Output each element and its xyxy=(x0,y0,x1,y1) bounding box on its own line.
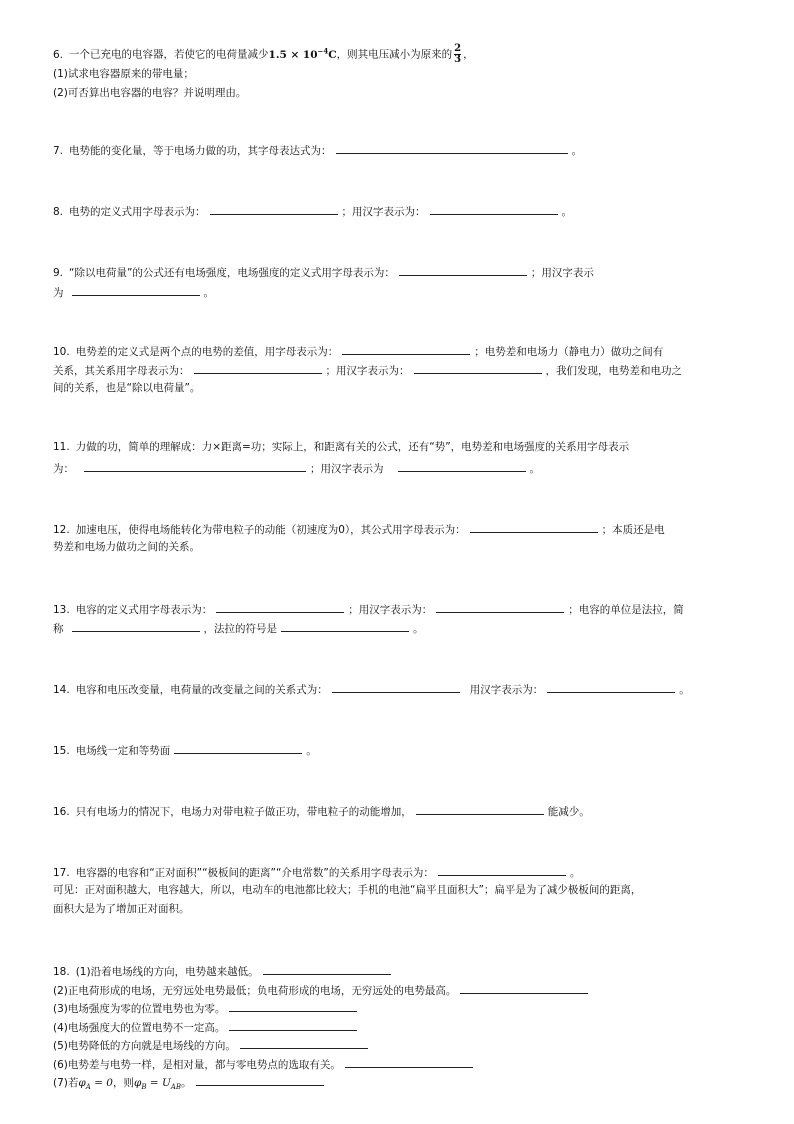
q10-text-b: ；电势差和电场力（静电力）做功之间有 xyxy=(474,346,664,358)
q14-text-a: 电容和电压改变量，电荷量的改变量之间的关系式为： xyxy=(75,684,328,696)
answer-blank[interactable] xyxy=(72,284,200,296)
q6-text-b: ，则其电压减小为原来的 xyxy=(336,48,453,61)
q12-text-a: 加速电压，使得电场能转化为带电粒子的动能（初速度为0），其公式用字母表示为： xyxy=(75,524,466,536)
q18-item-2 xyxy=(53,982,592,998)
q18-item-3 xyxy=(53,1000,361,1016)
question-10-line3: 间的关系，也是“除以电荷量”。 xyxy=(53,382,201,394)
q9-text-a: “除以电荷量”的公式还有电场强度，电场强度的定义式用字母表示为： xyxy=(69,267,395,279)
question-9 xyxy=(53,264,594,280)
q16-text-b: 能减少。 xyxy=(547,806,590,818)
q10-text-a: 电势差的定义式是两个点的电势的差值，用字母表示为： xyxy=(75,346,339,358)
answer-blank[interactable] xyxy=(281,620,409,632)
answer-blank[interactable] xyxy=(229,1019,357,1031)
q12-text-b: ；本质还是电 xyxy=(601,524,665,536)
answer-blank[interactable] xyxy=(196,1074,324,1086)
q13-text-a: 电容的定义式用字母表示为： xyxy=(75,604,213,616)
answer-blank[interactable] xyxy=(210,203,338,215)
q17-text-a: 电容器的电容和“正对面积”“极板间的距离”“介电常数”的关系用字母表示为： xyxy=(75,867,434,879)
q14-text-b: 用汉字表示为： xyxy=(469,684,544,696)
question-number: 8. xyxy=(53,206,64,218)
q6-text-a: 一个已充电的电容器，若使它的电荷量减少 xyxy=(69,48,269,61)
answer-blank[interactable] xyxy=(263,963,391,975)
q18-statement-4: (4)电场强度大的位置电势不一定高。 xyxy=(53,1022,226,1034)
q6-sub2: (2)可否算出电容器的电容？并说明理由。 xyxy=(53,87,247,99)
q6-charge-value: $1.5 \times 10^{-4}C$ xyxy=(268,46,337,61)
phi-b-equals-uab: $\varphi_B = U_{AB}$ xyxy=(133,1077,181,1092)
answer-blank[interactable] xyxy=(414,362,542,374)
question-number: 6. xyxy=(53,48,64,61)
question-13 xyxy=(53,601,684,617)
answer-blank[interactable] xyxy=(240,1037,368,1049)
answer-blank[interactable] xyxy=(430,203,558,215)
question-number: 16. xyxy=(53,806,70,818)
question-18 xyxy=(53,963,395,979)
question-number: 12. xyxy=(53,524,70,536)
answer-blank[interactable] xyxy=(345,1056,473,1068)
q18-statement-1: (1)沿着电场线的方向，电势越来越低。 xyxy=(75,966,259,978)
answer-blank[interactable] xyxy=(174,742,302,754)
question-15: 15. 电场线一定和等势面 。 xyxy=(53,742,317,758)
answer-blank[interactable] xyxy=(72,620,200,632)
q13-text-c: ；电容的单位是法拉，简 xyxy=(568,604,684,616)
q16-text-a: 只有电场力的情况下，电场力对带电粒子做正功，带电粒子的动能增加， xyxy=(75,806,412,818)
question-number: 10. xyxy=(53,346,70,358)
q18-item-5 xyxy=(53,1037,372,1053)
question-number: 11. xyxy=(53,441,70,453)
answer-blank[interactable] xyxy=(436,601,564,613)
question-17-line2: 可见：正对面积越大，电容越大，所以，电动车的电池都比较大；手机的电池“扁平且面积大”；扁平是为了减少极板间的距离， xyxy=(53,884,642,896)
q9-text-b: ；用汉字表示 xyxy=(530,267,594,279)
answer-blank[interactable] xyxy=(332,681,460,693)
question-9-line2: 为 。 xyxy=(53,284,214,300)
q18-statement-2: (2)正电荷形成的电场，无穷远处电势最低；负电荷形成的电场，无穷远处的电势最高。 xyxy=(53,985,457,997)
question-number: 15. xyxy=(53,745,70,757)
question-number: 13. xyxy=(53,604,70,616)
q18-item-7: (7)若$\varphi_A = 0$，则$\varphi_B = U_{AB}$。 xyxy=(53,1074,328,1094)
answer-blank[interactable] xyxy=(336,142,568,154)
question-13-line2: 称 ，法拉的符号是 。 xyxy=(53,620,424,636)
answer-blank[interactable] xyxy=(416,803,544,815)
question-17-line3: 面积大是为了增加正对面积。 xyxy=(53,903,190,915)
question-6: 6. 一个已充电的电容器，若使它的电荷量减少$1.5 \times 10^{-4}C$，则其电压减小为原来的 $\frac{2}{3}$ ， xyxy=(53,43,474,65)
q8-text-b: ；用汉字表示为： xyxy=(341,206,426,218)
answer-blank[interactable] xyxy=(216,601,344,613)
phi-a-equals-zero: $\varphi_A = 0$ xyxy=(78,1077,113,1092)
question-7: 7. 电势能的变化量，等于电场力做的功，其字母表达式为： 。 xyxy=(53,142,582,158)
question-number: 14. xyxy=(53,684,70,696)
q13-text-b: ；用汉字表示为： xyxy=(348,604,433,616)
question-12 xyxy=(53,521,665,537)
question-number: 7. xyxy=(53,145,64,157)
q15-text-a: 电场线一定和等势面 xyxy=(75,745,171,757)
q11-text-a: 力做的功，简单的理解成：力×距离=功；实际上，和距离有关的公式，还有“势”，电势差和电场强度的关系用字母表示 xyxy=(75,441,630,453)
answer-blank[interactable] xyxy=(438,864,566,876)
q18-item-6 xyxy=(53,1056,477,1072)
answer-blank[interactable] xyxy=(460,982,588,994)
question-number: 9. xyxy=(53,267,64,279)
q18-statement-3: (3)电场强度为零的位置电势也为零。 xyxy=(53,1003,226,1015)
answer-blank[interactable] xyxy=(229,1000,357,1012)
q6-sub1: (1)试求电容器原来的带电量； xyxy=(53,68,194,80)
answer-blank[interactable] xyxy=(398,460,526,472)
question-12-line2: 势差和电场力做功之间的关系。 xyxy=(53,541,200,553)
q18-item-4 xyxy=(53,1019,361,1035)
answer-blank[interactable] xyxy=(342,343,470,355)
fraction-two-thirds: $\frac{2}{3}$ xyxy=(454,43,462,65)
answer-blank[interactable] xyxy=(470,521,598,533)
question-10-line2: 关系，其关系用字母表示为： ；用汉字表示为： ，我们发现，电势差和电功之 xyxy=(53,362,682,378)
q18-statement-5: (5)电势降低的方向就是电场线的方向。 xyxy=(53,1040,236,1052)
question-10 xyxy=(53,343,663,359)
q7-text: 电势能的变化量，等于电场力做的功，其字母表达式为： xyxy=(69,145,332,157)
question-number: 18. xyxy=(53,966,70,978)
question-14: 14. 电容和电压改变量，电荷量的改变量之间的关系式为： 用汉字表示为： 。 xyxy=(53,681,690,697)
question-17: 17. 电容器的电容和“正对面积”“极板间的距离”“介电常数”的关系用字母表示为： 。 xyxy=(53,864,580,880)
q18-statement-6: (6)电势差与电势一样，是相对量，都与零电势点的选取有关。 xyxy=(53,1059,341,1071)
question-8: 8. 电势的定义式用字母表示为： ；用汉字表示为： 。 xyxy=(53,203,572,219)
answer-blank[interactable] xyxy=(399,264,527,276)
answer-blank[interactable] xyxy=(547,681,675,693)
q8-text-a: 电势的定义式用字母表示为： xyxy=(69,206,206,218)
question-11-line2: 为： ；用汉字表示为 。 xyxy=(53,460,540,476)
question-16 xyxy=(53,803,590,819)
question-11 xyxy=(53,440,629,454)
answer-blank[interactable] xyxy=(194,362,322,374)
answer-blank[interactable] xyxy=(84,460,306,472)
question-number: 17. xyxy=(53,867,70,879)
